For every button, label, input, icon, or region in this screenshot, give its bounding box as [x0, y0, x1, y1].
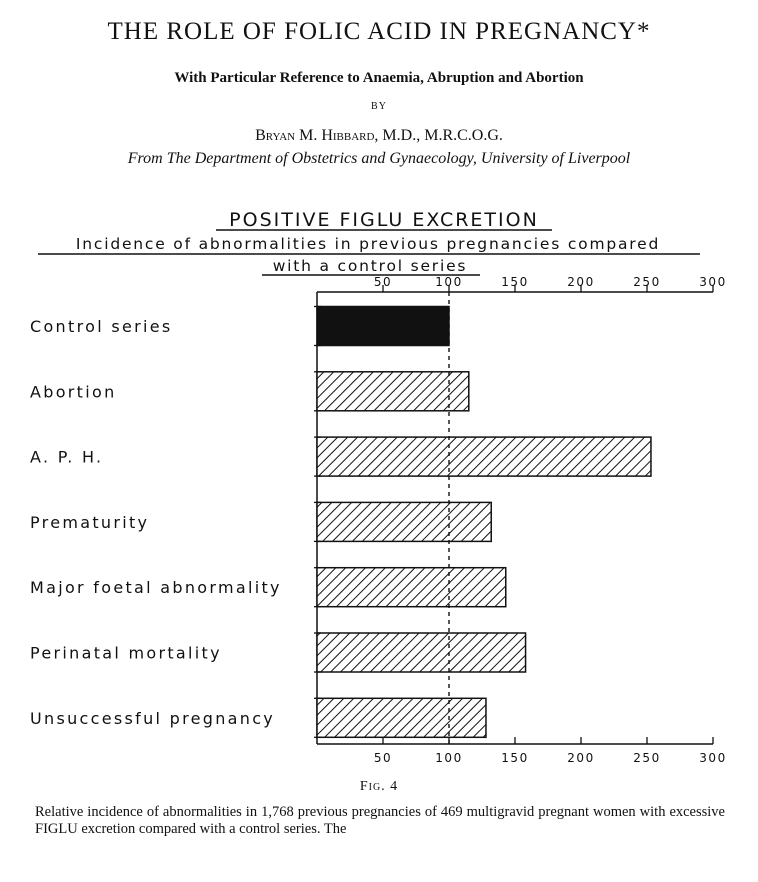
- author-name: Bryan M. Hibbard, M.D., M.R.C.O.G.: [255, 127, 503, 144]
- author-affiliation: From The Department of Obstetrics and Gynaecology, University of Liverpool: [127, 150, 631, 167]
- category-label: A. P. H.: [30, 447, 104, 467]
- chart-title: POSITIVE FIGLU EXCRETION: [229, 209, 539, 231]
- bottom-tick-label: 50: [373, 751, 393, 765]
- by-line: BY: [371, 101, 387, 112]
- bar-hatched: [317, 568, 506, 607]
- top-tick-label: 150: [501, 275, 529, 289]
- bottom-tick-label: 250: [633, 751, 661, 765]
- bottom-tick-label: 200: [567, 751, 595, 765]
- plot-area: [30, 275, 727, 765]
- top-tick-label: 250: [633, 275, 661, 289]
- figure-label: Fig. 4: [359, 779, 399, 794]
- bottom-tick-label: 150: [501, 751, 529, 765]
- top-tick-label: 50: [373, 275, 393, 289]
- top-tick-label: 300: [699, 275, 727, 289]
- category-label: Major foetal abnormality: [30, 578, 282, 598]
- category-label: Abortion: [30, 382, 117, 402]
- chart-subtitle-line-1: Incidence of abnormalities in previous pregnancies compared: [75, 235, 661, 253]
- figlu-bar-chart: [0, 200, 758, 770]
- figure-caption: Relative incidence of abnormalities in 1,768 previous pregnancies of 469 multigravid pregnant women with excessive FIGLU excretion compared with a control series. The: [35, 804, 725, 837]
- bar-hatched: [317, 372, 469, 411]
- category-label: Prematurity: [30, 512, 150, 532]
- paper-title: THE ROLE OF FOLIC ACID IN PREGNANCY*: [107, 18, 651, 45]
- paper-subtitle: With Particular Reference to Anaemia, Abruption and Abortion: [174, 70, 584, 86]
- top-tick-label: 100: [435, 275, 463, 289]
- chart-subtitle-line-2: with a control series: [272, 257, 468, 275]
- category-label: Control series: [30, 317, 173, 336]
- category-label: Perinatal mortality: [30, 643, 222, 663]
- bar-hatched: [317, 698, 486, 737]
- bar-hatched: [317, 502, 491, 541]
- bottom-tick-label: 300: [699, 751, 727, 765]
- bar-hatched: [317, 437, 651, 476]
- top-tick-label: 200: [567, 275, 595, 289]
- bottom-tick-label: 100: [435, 751, 463, 765]
- bar-hatched: [317, 633, 526, 672]
- category-label: Unsuccessful pregnancy: [30, 708, 276, 728]
- bar-control-series: [317, 307, 449, 346]
